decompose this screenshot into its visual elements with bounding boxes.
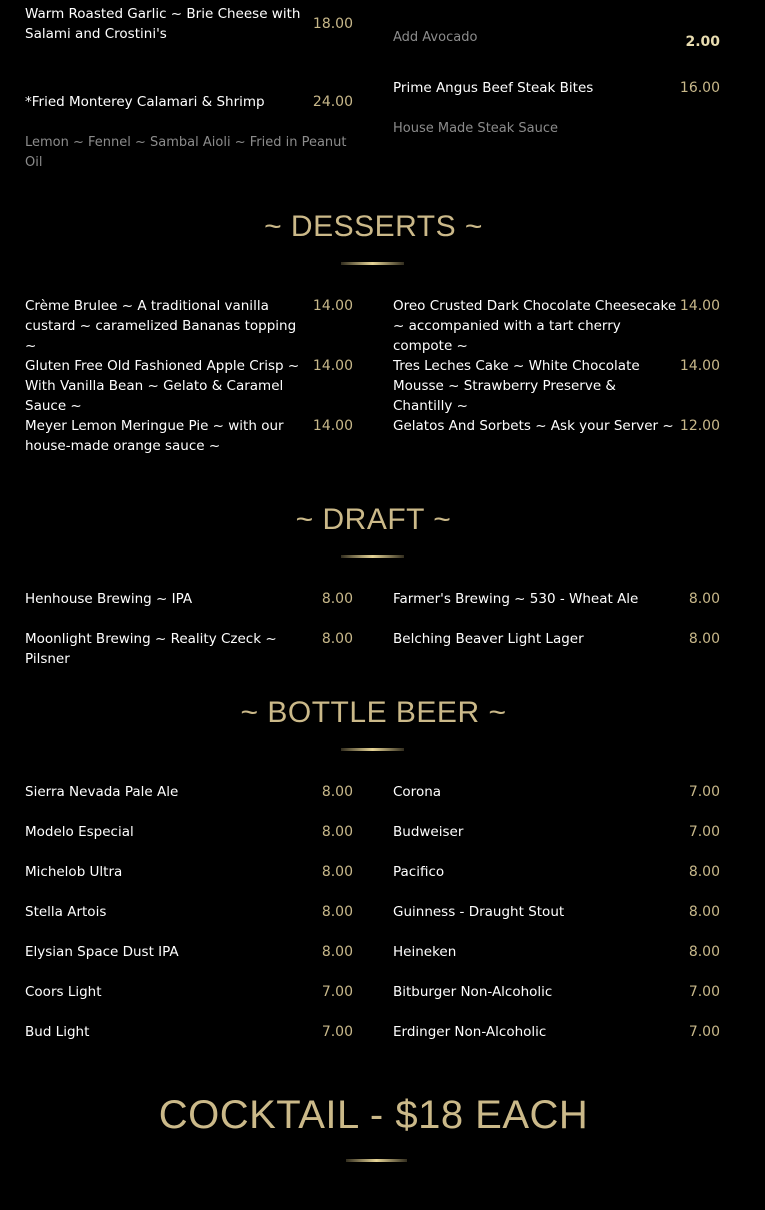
menu-item-name: Corona (393, 784, 442, 800)
menu-item-name: Bud Light (25, 1024, 90, 1040)
section-divider (341, 748, 404, 751)
section-heading-draft: ~ DRAFT ~ (295, 503, 452, 536)
section-heading-cocktail: COCKTAIL - $18 EACH (158, 1093, 589, 1137)
menu-item-description: Lemon ~ Fennel ~ Sambal Aioli ~ Fried in Peanut Oil (25, 135, 347, 170)
section-divider (346, 1159, 407, 1162)
menu-item-price: 8.00 (688, 944, 720, 960)
menu-item-name: Guinness - Draught Stout (393, 904, 565, 920)
menu-item-price: 8.00 (321, 591, 353, 607)
menu-item-price: 8.00 (321, 944, 353, 960)
menu-item-price: 7.00 (688, 984, 720, 1000)
menu-item-price: 18.00 (312, 16, 353, 32)
menu-item-name: Meyer Lemon Meringue Pie ~ with our house-made orange sauce ~ (25, 418, 284, 454)
menu-item-price: 8.00 (688, 904, 720, 920)
menu-item-price: 7.00 (688, 784, 720, 800)
menu-item-price: 8.00 (321, 631, 353, 647)
menu-item-price: 8.00 (321, 864, 353, 880)
menu-item-name: Belching Beaver Light Lager (393, 631, 584, 647)
menu-item-name: Tres Leches Cake ~ White Chocolate Mousse ~ Strawberry Preserve & Chantilly ~ (393, 358, 640, 414)
menu-item-name: *Fried Monterey Calamari & Shrimp (25, 94, 265, 110)
menu-item-name: Sierra Nevada Pale Ale (25, 784, 179, 800)
menu-item-price: 8.00 (688, 591, 720, 607)
menu-item-name: Crème Brulee ~ A traditional vanilla custard ~ caramelized Bananas topping ~ (25, 298, 297, 354)
menu-item-price: 14.00 (679, 298, 720, 314)
menu-item-price: 7.00 (688, 824, 720, 840)
menu-item-name: Budweiser (393, 824, 464, 840)
menu-item-price: 7.00 (688, 1024, 720, 1040)
menu-item-name: Stella Artois (25, 904, 107, 920)
menu-item-name: Elysian Space Dust IPA (25, 944, 179, 960)
menu-item-price: 12.00 (679, 418, 720, 434)
section-divider (341, 555, 404, 558)
menu-item-addon: Add Avocado (393, 30, 478, 45)
menu-item-name: Gluten Free Old Fashioned Apple Crisp ~ With Vanilla Bean ~ Gelato & Caramel Sauce ~ (25, 358, 300, 414)
menu-item-price: 8.00 (321, 784, 353, 800)
menu-item-price: 14.00 (312, 418, 353, 434)
section-heading-desserts: ~ DESSERTS ~ (264, 210, 483, 243)
menu-item-price: 2.00 (685, 34, 720, 50)
menu-item-name: Warm Roasted Garlic ~ Brie Cheese with Salami and Crostini's (25, 6, 301, 42)
menu-item-price: 14.00 (679, 358, 720, 374)
menu-item-name: Prime Angus Beef Steak Bites (393, 80, 594, 96)
menu-item-name: Oreo Crusted Dark Chocolate Cheesecake ~ accompanied with a tart cherry compote ~ (393, 298, 677, 354)
menu-item-name: Coors Light (25, 984, 102, 1000)
menu-item-name: Heineken (393, 944, 457, 960)
menu-item-price: 14.00 (312, 298, 353, 314)
section-heading-bottle-beer: ~ BOTTLE BEER ~ (240, 696, 507, 729)
menu-item-price: 8.00 (321, 904, 353, 920)
menu-item-name: Henhouse Brewing ~ IPA (25, 591, 193, 607)
menu-item-description: House Made Steak Sauce (393, 121, 559, 136)
menu-item-price: 7.00 (321, 984, 353, 1000)
menu-item-price: 14.00 (312, 358, 353, 374)
menu-item-name: Gelatos And Sorbets ~ Ask your Server ~ (393, 418, 674, 434)
menu-item-price: 16.00 (679, 80, 720, 96)
menu-item-price: 7.00 (321, 1024, 353, 1040)
menu-item-price: 8.00 (321, 824, 353, 840)
menu-item-price: 8.00 (688, 631, 720, 647)
menu-item-price: 8.00 (688, 864, 720, 880)
menu-item-name: Modelo Especial (25, 824, 134, 840)
menu-item-name: Pacifico (393, 864, 445, 880)
menu-item-name: Bitburger Non-Alcoholic (393, 984, 553, 1000)
menu-item-name: Moonlight Brewing ~ Reality Czeck ~ Pilsner (25, 631, 277, 667)
menu-item-name: Erdinger Non-Alcoholic (393, 1024, 547, 1040)
section-divider (341, 262, 404, 265)
menu-item-name: Michelob Ultra (25, 864, 123, 880)
menu-item-name: Farmer's Brewing ~ 530 - Wheat Ale (393, 591, 639, 607)
menu-item-price: 24.00 (312, 94, 353, 110)
